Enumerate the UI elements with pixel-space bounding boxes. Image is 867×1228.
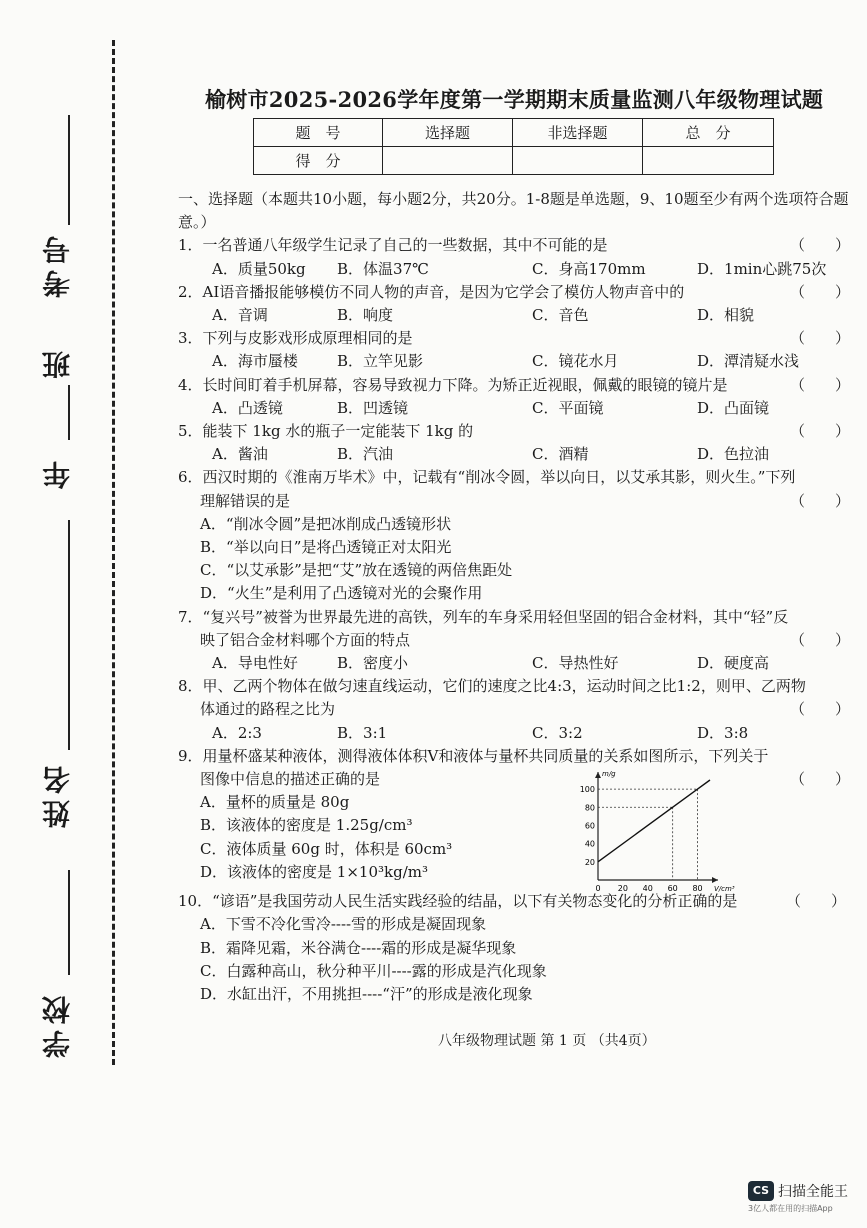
y-tick-label: 40 — [584, 839, 595, 849]
options-2 — [178, 304, 850, 327]
x-axis-arrow — [712, 877, 718, 883]
page-footer: 八年级物理试题 第 1 页 （共4页） — [438, 1033, 656, 1049]
score-cell-choice[interactable] — [383, 147, 513, 175]
option-c: C．音色 — [532, 306, 589, 325]
question-9-cont — [178, 768, 850, 791]
class-label: 班 — [41, 345, 74, 379]
option-a: A．“削冰令圆”是把冰削成凸透镜形状 — [200, 514, 452, 533]
option-a: A．量杯的质量是 80g — [200, 793, 350, 812]
option-a: A．凸透镜 — [212, 398, 283, 417]
section-heading: 一、选择题（本题共10小题，每小题2分，共20分。1-8题是单选题，9、10题至少有两个选项符合题意。） — [178, 190, 849, 232]
question-stem: 4．长时间盯着手机屏幕，容易导致视力下降。为矫正近视眼，佩戴的眼镜的镜片是 — [178, 375, 728, 394]
y-tick-label: 60 — [584, 821, 595, 831]
school-line — [68, 870, 70, 975]
x-tick-label: 0 — [595, 884, 601, 893]
option-b: B．体温37℃ — [337, 259, 429, 278]
mass-volume-chart — [579, 770, 735, 895]
question-8 — [178, 675, 850, 698]
option-d: D．3:8 — [697, 723, 749, 742]
option-c: C．身高170mm — [532, 259, 646, 278]
option-b: B．霜降见霜，米谷满仓----霜的形成是凝华现象 — [200, 938, 517, 957]
option-c: C．酒精 — [532, 445, 589, 464]
question-stem-cont: 体通过的路程之比为 — [200, 700, 336, 719]
answer-bracket[interactable]: （ ） — [789, 491, 850, 510]
y-axis-label: m/g — [602, 770, 616, 778]
option-c: C．白露种高山，秋分种平川----露的形成是汽化现象 — [200, 961, 547, 980]
answer-bracket[interactable]: （ ） — [789, 422, 850, 441]
binding-dashed-line — [112, 40, 115, 1065]
question-stem: 7．“复兴号”被誉为世界最先进的高铁，列车的车身采用轻但坚固的铝合金材料，其中“轻”反 — [178, 607, 789, 626]
exam-no-label: 考号 — [41, 230, 74, 298]
option-b: B．“举以向日”是将凸透镜正对太阳光 — [200, 538, 452, 557]
options-4 — [178, 397, 850, 420]
score-cell-nonchoice[interactable] — [513, 147, 643, 175]
question-stem: 6．西汉时期的《淮南万毕术》中，记载有“削冰令圆，举以向日，以艾承其影，则火生。”下列 — [178, 468, 796, 487]
name-line — [68, 520, 70, 750]
options-3 — [178, 350, 850, 373]
answer-bracket[interactable]: （ ） — [789, 375, 850, 394]
option-b: B．密度小 — [337, 654, 409, 673]
option-a: A．下雪不冷化雪冷----雪的形成是凝固现象 — [200, 915, 487, 934]
grade-label: 年 — [41, 455, 74, 489]
answer-bracket[interactable]: （ ） — [789, 700, 850, 719]
answer-bracket[interactable]: （ ） — [789, 630, 850, 649]
option-d: D．色拉油 — [697, 445, 770, 464]
y-tick-label: 80 — [584, 803, 595, 813]
option-c: C．平面镜 — [532, 398, 604, 417]
series-line — [598, 780, 710, 862]
score-header-no: 题 号 — [254, 119, 383, 147]
question-stem: 8．甲、乙两个物体在做匀速直线运动，它们的速度之比4:3，运动时间之比1:2，则甲、乙两物 — [178, 677, 806, 696]
option-c: C．液体质量 60g 时，体积是 60cm³ — [200, 839, 453, 858]
question-stem: 10．“谚语”是我国劳动人民生活实践经验的结晶，以下有关物态变化的分析正确的是 — [178, 892, 738, 911]
scanner-watermark — [748, 1180, 848, 1214]
score-header-total: 总 分 — [643, 119, 774, 147]
question-7 — [178, 606, 850, 629]
question-7-cont — [178, 629, 850, 652]
option-b: B．响度 — [337, 306, 394, 325]
x-axis-label: V/cm³ — [714, 885, 735, 893]
question-8-cont — [178, 698, 850, 721]
option-a: A．酱油 — [212, 445, 268, 464]
class-line — [68, 385, 70, 440]
option-b: B．立竿见影 — [337, 352, 424, 371]
answer-bracket[interactable]: （ ） — [785, 892, 846, 911]
question-10 — [178, 890, 850, 913]
option-d: D．“火生”是利用了凸透镜对光的会聚作用 — [200, 584, 483, 603]
question-1 — [178, 234, 850, 257]
option-a: A．海市蜃楼 — [212, 352, 298, 371]
answer-bracket[interactable]: （ ） — [789, 770, 850, 789]
option-c: C．导热性好 — [532, 654, 619, 673]
score-cell-total[interactable] — [643, 147, 774, 175]
watermark-name: 扫描全能王 — [778, 1183, 848, 1200]
exam-no-line — [68, 115, 70, 225]
watermark-tag: 3亿人都在用的扫描App — [748, 1203, 833, 1213]
question-area — [178, 188, 850, 1006]
option-c: C．“以艾承影”是把“艾”放在透镜的两倍焦距处 — [200, 561, 513, 580]
y-tick-label: 20 — [584, 857, 595, 867]
question-stem: 2．AI语音播报能够模仿不同人物的声音，是因为它学会了模仿人物声音中的 — [178, 282, 685, 301]
binding-margin — [0, 0, 110, 1100]
option-d: D．相貌 — [697, 306, 755, 325]
question-4 — [178, 374, 850, 397]
option-d: D．该液体的密度是 1×10³kg/m³ — [200, 862, 428, 881]
y-tick-label: 100 — [579, 785, 595, 795]
cs-logo-icon: CS — [748, 1181, 774, 1201]
option-d: D．潭清疑水浅 — [697, 352, 800, 371]
option-d: D．硬度高 — [697, 654, 770, 673]
question-stem: 9．用量杯盛某种液体，测得液体体积V和液体与量杯共同质量的关系如图所示，下列关于 — [178, 746, 769, 765]
options-5 — [178, 443, 850, 466]
score-header-choice: 选择题 — [383, 119, 513, 147]
answer-bracket[interactable]: （ ） — [789, 329, 850, 348]
option-c: C．3:2 — [532, 723, 583, 742]
question-6 — [178, 466, 850, 489]
option-b: B．凹透镜 — [337, 398, 409, 417]
option-a: A．质量50kg — [212, 259, 306, 278]
x-tick-label: 20 — [617, 884, 628, 893]
score-row-label: 得 分 — [254, 147, 383, 175]
options-8 — [178, 722, 850, 745]
option-d: D．凸面镜 — [697, 398, 770, 417]
option-b: B．汽油 — [337, 445, 394, 464]
question-6-cont — [178, 490, 850, 513]
question-stem-cont: 理解错误的是 — [200, 491, 291, 510]
question-stem: 5．能装下 1kg 水的瓶子一定能装下 1kg 的 — [178, 422, 474, 441]
option-a: A．2:3 — [212, 723, 262, 742]
page-title: 榆树市2025-2026学年度第一学期期末质量监测八年级物理试题 — [205, 87, 824, 112]
score-header-nonchoice: 非选择题 — [513, 119, 643, 147]
option-b: B．3:1 — [337, 723, 388, 742]
question-3 — [178, 327, 850, 350]
score-table — [253, 118, 774, 175]
question-5 — [178, 420, 850, 443]
options-7 — [178, 652, 850, 675]
y-axis-arrow — [595, 772, 601, 778]
option-c: C．镜花水月 — [532, 352, 619, 371]
question-stem-cont: 图像中信息的描述正确的是 — [200, 770, 381, 789]
question-stem-cont: 映了铝合金材料哪个方面的特点 — [200, 630, 411, 649]
x-tick-label: 60 — [667, 884, 678, 893]
question-stem: 3．下列与皮影戏形成原理相同的是 — [178, 329, 413, 348]
options-1 — [178, 258, 850, 281]
option-a: A．导电性好 — [212, 654, 298, 673]
question-2 — [178, 281, 850, 304]
answer-bracket[interactable]: （ ） — [789, 282, 850, 301]
question-9 — [178, 745, 850, 768]
school-label: 学校 — [41, 990, 74, 1058]
option-a: A．音调 — [212, 306, 268, 325]
x-tick-label: 80 — [692, 884, 703, 893]
answer-bracket[interactable]: （ ） — [789, 236, 850, 255]
question-stem: 1．一名普通八年级学生记录了自己的一些数据，其中不可能的是 — [178, 236, 608, 255]
option-b: B．该液体的密度是 1.25g/cm³ — [200, 816, 413, 835]
option-d: D．1min心跳75次 — [697, 259, 827, 278]
name-label: 姓名 — [41, 760, 74, 828]
x-tick-label: 40 — [642, 884, 653, 893]
option-d: D．水缸出汗，不用挑担----“汗”的形成是液化现象 — [200, 984, 533, 1003]
